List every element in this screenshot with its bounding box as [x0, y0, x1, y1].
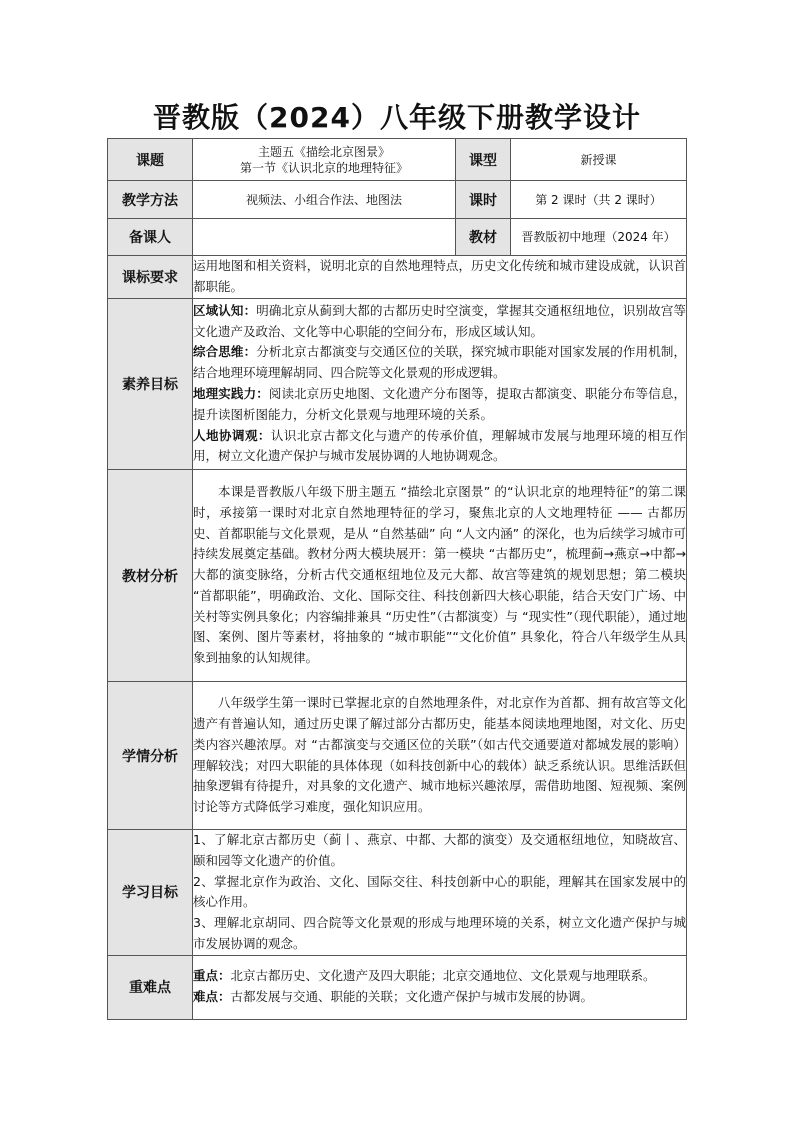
label-topic: 课题 — [108, 139, 193, 181]
material-analysis-paragraph: 本课是晋教版八年级下册主题五 “描绘北京图景” 的“认识北京的地理特征”的第二课时，承接第一课时对北京自然地理特征的学习，聚焦北京的人文地理特征 —— 古都历史、首都职能与文化景观，是从 “自然基础” 向 “人文内涵” 的深化，也为后续学习城市可持续发展奠定基础。教材分两大模块展开：第一模块 “古都历史”，梳理蓟→燕京→中都→大都的演变脉络，分析古代交通枢纽地位及元大都、故宫等建筑的规划思想；第二模块 “首都职能”，明确政治、文化、国际交往、科技创新四大核心职能，结合天安门广场、中关村等实例具象化；内容编排兼具 “历史性”（古都演变）与 “现实性”（现代职能），通过地图、案例、图片等素材，将抽象的 “城市职能”“文化价值” 具象化，符合八年级学生从具象到抽象的认知规律。 — [193, 483, 686, 666]
literacy-lead: 人地协调观： — [193, 427, 271, 443]
standard-text — [193, 256, 687, 299]
topic-value — [193, 139, 456, 181]
objective-item: 1、了解北京古都历史（蓟⼁、燕京、中都、大都的演变）及交通枢纽地位，知晓故宫、颐和园等文化遗产的价值。 — [193, 832, 686, 868]
label-textbook: 教材 — [456, 219, 511, 256]
textbook-value: 晋教版初中地理（2024 年） — [511, 219, 687, 256]
difficulty-text: 古都发展与交通、职能的关联；文化遗产保护与城市发展的协调。 — [230, 989, 594, 1005]
row-preparer — [108, 219, 687, 256]
literacy-text: 分析北京古都演变与交通区位的关联，探究城市职能对国家发展的作用机制，结合地理环境理解胡同、四合院等文化景观的形成逻辑。 — [193, 344, 686, 381]
learner-analysis-paragraph: 八年级学生第一课时已掌握北京的自然地理条件，对北京作为首都、拥有故宫等文化遗产有普遍认知，通过历史课了解过部分古都历史，能基本阅读地理地图，对文化、历史类内容兴趣浓厚。对 “古都演变与交通区位的关联”（如古代交通要道对都城发展的影响）理解较浅；对四大职能的具体体现（如科技创新中心的载体）缺乏系统认识。思维活跃但抽象逻辑有待提升，对具象的文化遗产、城市地标兴趣浓厚，需借助地图、短视频、案例讨论等方式降低学习难度，强化知识应用。 — [193, 695, 686, 815]
literacy-item-thinking — [193, 342, 686, 384]
label-preparer: 备课人 — [108, 219, 193, 256]
row-topic — [108, 139, 687, 181]
key-points-content — [193, 955, 687, 1019]
focus-lead: 重点： — [193, 968, 231, 984]
lesson-type-value: 新授课 — [511, 139, 687, 181]
literacy-item-regional — [193, 301, 686, 343]
literacy-lead: 综合思维： — [193, 344, 257, 360]
document-title: 晋教版（2024）八年级下册教学设计 — [153, 101, 641, 134]
topic-line-theme: 主题五《描绘北京图景》 — [257, 144, 390, 159]
difficulty-lead: 难点： — [193, 989, 231, 1005]
row-method — [108, 181, 687, 219]
row-material-analysis — [108, 470, 687, 682]
standard-paragraph: 运用地图和相关资料，说明北京的自然地理特点，历史文化传统和城市建设成就，认识首都职能。 — [193, 258, 686, 294]
row-objectives — [108, 830, 687, 956]
row-key-points — [108, 955, 687, 1019]
objective-item: 2、掌握北京作为政治、文化、国际交往、科技创新中心的职能，理解其在国家发展中的核心作用。 — [193, 873, 686, 910]
label-literacy: 素养目标 — [108, 299, 193, 470]
literacy-text: 明确北京从蓟到大都的古都历史时空演变，掌握其交通枢纽地位，识别故宫等文化遗产及政治、文化等中心职能的空间分布，形成区域认知。 — [193, 302, 686, 339]
row-learner-analysis — [108, 682, 687, 830]
preparer-value — [193, 219, 456, 256]
row-literacy — [108, 299, 687, 470]
literacy-text: 认识北京古都文化与遗产的传承价值，理解城市发展与地理环境的相互作用，树立文化遗产保护与城市发展协调的人地协调观念。 — [193, 427, 686, 464]
objective-item: 3、理解北京胡同、四合院等文化景观的形成与地理环境的关系，树立文化遗产保护与城市发展协调的观念。 — [193, 915, 686, 951]
literacy-item-practice — [193, 384, 686, 426]
label-period: 课时 — [456, 181, 511, 219]
label-standard: 课标要求 — [108, 256, 193, 299]
material-analysis-content — [193, 470, 687, 682]
literacy-item-harmony — [193, 426, 686, 468]
label-learner-analysis: 学情分析 — [108, 682, 193, 830]
label-material-analysis: 教材分析 — [108, 470, 193, 682]
label-lesson-type: 课型 — [456, 139, 511, 181]
literacy-lead: 区域认知： — [193, 302, 257, 318]
method-value: 视频法、小组合作法、地图法 — [193, 181, 456, 219]
period-value: 第 2 课时（共 2 课时） — [511, 181, 687, 219]
lesson-plan-table — [107, 138, 687, 1020]
focus-text: 北京古都历史、文化遗产及四大职能；北京交通地位、文化景观与地理联系。 — [230, 968, 656, 984]
literacy-lead: 地理实践力： — [193, 386, 269, 401]
label-objectives: 学习目标 — [108, 830, 193, 956]
label-key-points: 重难点 — [108, 955, 193, 1019]
literacy-text: 阅读北京历史地图、文化遗产分布图等，提取古都演变、职能分布等信息，提升读图析图能力，分析文化景观与地理环境的关系。 — [193, 386, 686, 422]
topic-line-section: 第一节《认识北京的地理特征》 — [239, 160, 408, 175]
literacy-content — [193, 299, 687, 470]
label-method: 教学方法 — [108, 181, 193, 219]
learner-analysis-content — [193, 682, 687, 830]
key-difficulty — [193, 987, 686, 1008]
key-focus — [193, 966, 686, 987]
row-standard — [108, 256, 687, 299]
objectives-content — [193, 830, 687, 956]
